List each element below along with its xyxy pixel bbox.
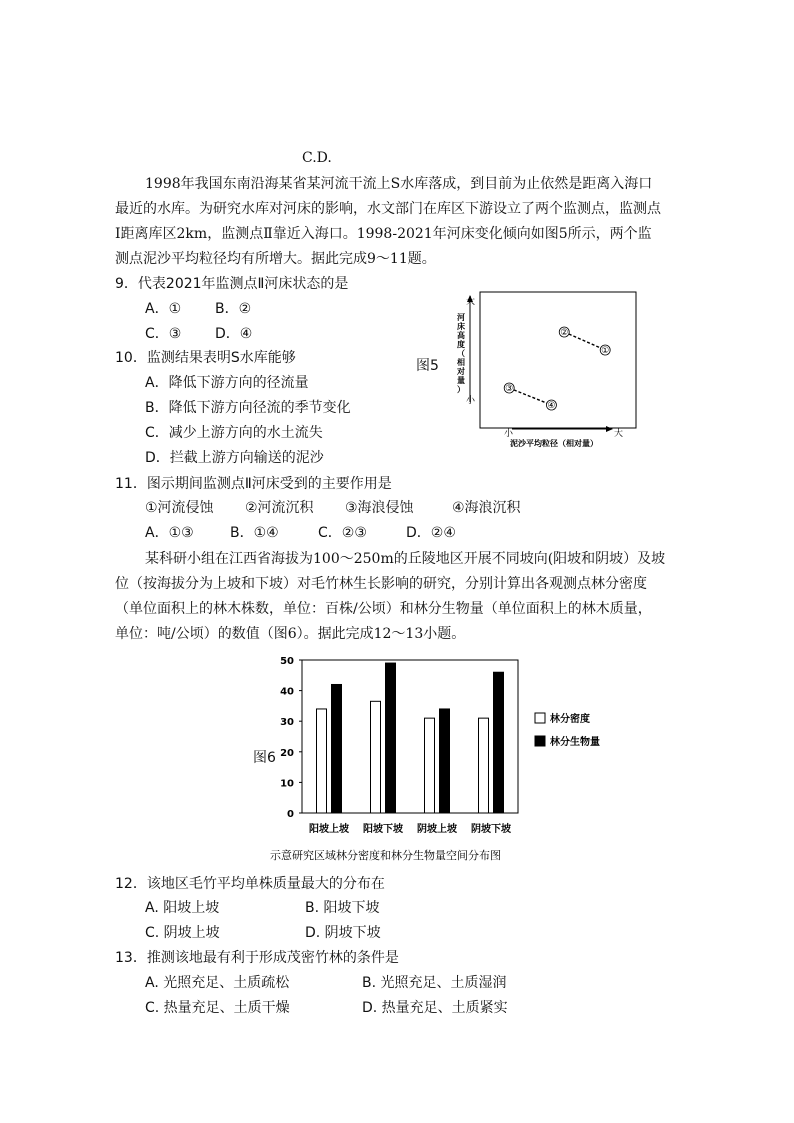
question-stem: 13．推测该地最有利于形成茂密竹林的条件是	[115, 950, 399, 966]
fig5-x-arrowhead	[606, 426, 613, 432]
question-stem: 9．代表2021年监测点Ⅱ河床状态的是	[115, 276, 349, 292]
option-c: C. 热量充足、土质干燥	[145, 1000, 290, 1016]
option-a: A．①③	[145, 525, 194, 541]
fig5-y-small: 小	[466, 396, 476, 406]
bar-density	[479, 718, 489, 813]
option-b: B．降低下游方向径流的季节变化	[145, 400, 351, 416]
y-tick-label: 30	[280, 717, 294, 729]
passage-line: 单位：吨/公顷）的数值（图6）。据此完成12～13小题。	[115, 626, 466, 642]
y-tick-label: 20	[280, 747, 294, 759]
option-a: A．降低下游方向的径流量	[145, 375, 309, 391]
option-a: A．①	[145, 301, 182, 317]
passage-line: Ⅰ距离库区2km，监测点Ⅱ靠近入海口。1998-2021年河床变化倾向如图5所示，两个监	[115, 226, 652, 242]
legend-biomass: 林分生物量	[550, 737, 600, 748]
x-tick-label: 阴坡下坡	[471, 824, 511, 835]
fig5-x-small: 小	[504, 429, 514, 439]
question-stem: 10．监测结果表明S水库能够	[115, 350, 296, 366]
bar-biomass	[440, 709, 450, 813]
x-tick-label: 阳坡下坡	[363, 824, 403, 835]
bar-biomass	[494, 672, 504, 813]
statement-2: ②河流沉积	[245, 500, 314, 516]
option-d: D. 热量充足、土质紧实	[362, 1000, 508, 1016]
legend-swatch-biomass	[535, 736, 545, 746]
fig5-trend-line	[509, 388, 551, 405]
option-c: C．减少上游方向的水土流失	[145, 425, 323, 441]
fig6-caption: 示意研究区域林分密度和林分生物量空间分布图	[270, 849, 501, 862]
passage-line: 测点泥沙平均粒径均有所增大。据此完成9～11题。	[115, 251, 436, 267]
fig5-trend-line	[564, 332, 605, 350]
passage-line: 某科研小组在江西省海拔为100～250m的丘陵地区开展不同坡向(阳坡和阴坡）及坡	[145, 551, 666, 567]
option-b: B．①④	[230, 525, 279, 541]
passage-line: 1998年我国东南沿海某省某河流干流上S水库落成，到目前为止依然是距离入海口	[145, 176, 653, 192]
statement-4: ④海浪沉积	[452, 500, 521, 516]
passage-line: 位（按海拔分为上坡和下坡）对毛竹林生长影响的研究，分别计算出各观测点林分密度	[115, 576, 647, 592]
fig5-y-axis-title: 河床高度（相对量）	[457, 313, 465, 394]
option-d: D．拦截上游方向输送的泥沙	[145, 450, 324, 466]
fig5-point-label: ①	[601, 346, 610, 356]
passage-line: （单位面积上的林木株数，单位：百株/公顷）和林分生物量（单位面积上的林木质量，	[115, 601, 652, 617]
option-c: C. 阴坡上坡	[145, 925, 220, 941]
bar-density	[317, 709, 327, 813]
fig5-frame	[480, 292, 636, 428]
option-c: C．③	[145, 326, 182, 342]
bar-density	[371, 701, 381, 813]
fig6-legend	[535, 712, 600, 748]
bar-biomass	[332, 684, 342, 813]
fig5-point-label: ②	[560, 328, 569, 338]
fig5-label: 图5	[416, 358, 439, 374]
fig6-y-ticks	[280, 656, 302, 820]
option-d: D．②④	[406, 525, 456, 541]
fig6-bars	[317, 663, 504, 813]
question-stem: 12．该地区毛竹平均单株质量最大的分布在	[115, 876, 385, 892]
fig5-diagram	[450, 290, 640, 450]
fig6-chart	[260, 652, 620, 867]
top-option: C.D.	[302, 150, 332, 166]
fig5-y-big: 大	[466, 297, 476, 307]
y-tick-label: 40	[280, 686, 294, 698]
question-stem: 11．图示期间监测点Ⅱ河床受到的主要作用是	[115, 476, 392, 492]
option-d: D. 阴坡下坡	[305, 925, 381, 941]
legend-density: 林分密度	[550, 714, 590, 725]
option-c: C．②③	[318, 525, 367, 541]
option-b: B. 阳坡下坡	[305, 900, 380, 916]
bar-density	[425, 718, 435, 813]
y-tick-label: 50	[280, 656, 294, 667]
option-b: B. 光照充足、土质湿润	[362, 975, 507, 991]
fig5-point-label: ③	[505, 384, 514, 394]
bar-biomass	[386, 663, 396, 813]
statement-1: ①河流侵蚀	[145, 500, 214, 516]
fig5-points	[504, 327, 610, 411]
option-b: B．②	[215, 301, 252, 317]
legend-swatch-density	[535, 713, 545, 723]
option-a: A. 阳坡上坡	[145, 900, 220, 916]
x-tick-label: 阳坡上坡	[309, 824, 349, 835]
fig6-label: 图6	[253, 750, 276, 766]
fig6-x-ticks	[309, 822, 512, 835]
y-tick-label: 10	[280, 778, 294, 790]
option-a: A. 光照充足、土质疏松	[145, 975, 290, 991]
fig5-x-axis-title: 泥沙平均粒径（相对量）	[510, 439, 598, 448]
x-tick-label: 阴坡上坡	[417, 824, 457, 835]
statement-3: ③海浪侵蚀	[345, 500, 414, 516]
option-d: D．④	[215, 326, 253, 342]
fig5-point-label: ④	[547, 401, 556, 411]
passage-line: 最近的水库。为研究水库对河床的影响，水文部门在库区下游设立了两个监测点，监测点	[115, 201, 661, 217]
y-tick-label: 0	[287, 809, 294, 820]
fig5-x-big: 大	[614, 429, 624, 439]
